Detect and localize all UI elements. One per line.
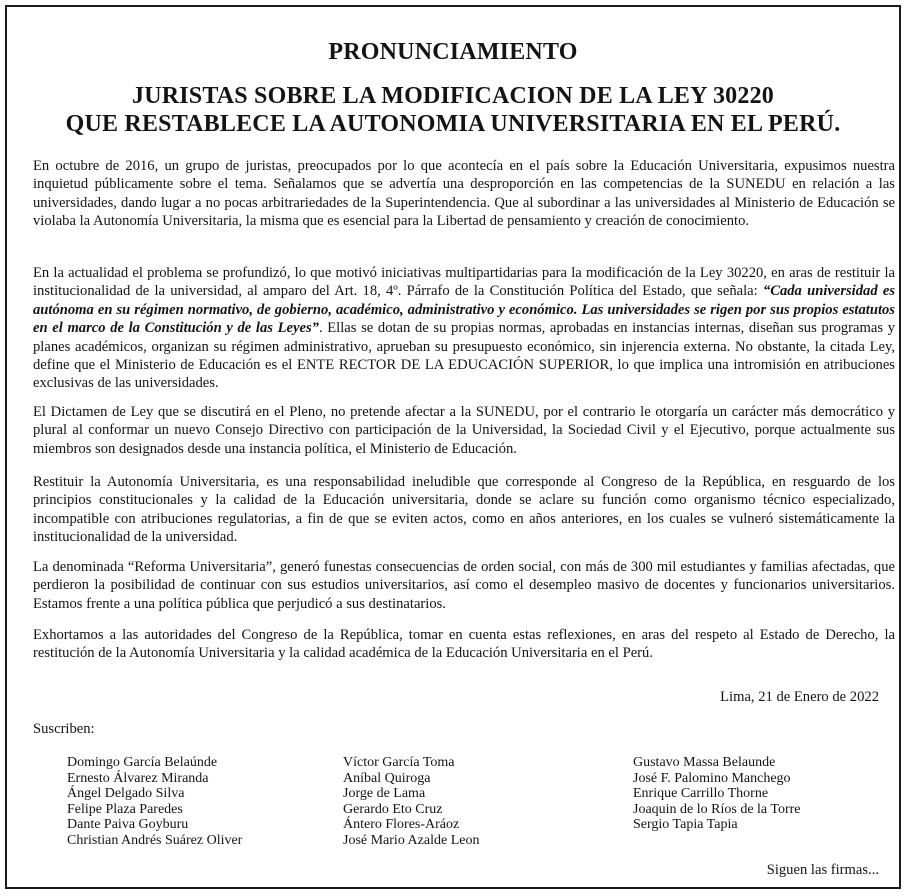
signatory-name: Ernesto Álvarez Miranda bbox=[67, 770, 209, 786]
signatory-name: José F. Palomino Manchego bbox=[633, 770, 791, 786]
signatory-name: Christian Andrés Suárez Oliver bbox=[67, 832, 243, 848]
paragraph-4: Restituir la Autonomía Universitaria, es una responsabilidad ineludible que corresponde al Congreso de la República, en resguardo de los principios constitucionales y la calidad de la Educación universitaria, donde se aclare su función como organismo técnico especializado, incompatible con atribuciones regulatorias, a fin de que se eviten actos, como en años anteriores, en los cuales se vulneró sistemáticamente la institucionalidad de la universidad. bbox=[33, 474, 895, 546]
signatories-column-1 bbox=[67, 755, 242, 849]
signatory-name: Aníbal Quiroga bbox=[343, 770, 431, 786]
signatory-name: Ángel Delgado Silva bbox=[67, 786, 185, 802]
paragraph-2-intro: En la actualidad el problema se profundizó, lo que motivó iniciativas multipartidarias para la modificación de la Ley 30220, en aras de restituir la institucionalidad de la universidad, al amparo del Art. 18, 4º. Párrafo de la Constitución Política del Estado, que señala: bbox=[33, 265, 895, 300]
constitution-quote: “Cada universidad es autónoma en su régimen normativo, de gobierno, académico, administrativo y económico. Las universidades se rigen por sus propios estatutos en el marco de la Constitución y de las Leyes” bbox=[33, 283, 896, 337]
signatories-label: Suscriben: bbox=[33, 721, 95, 737]
paragraph-6: Exhortamos a las autoridades del Congreso de la República, tomar en cuenta estas reflexiones, en aras del respeto al Estado de Derecho, la restitución de la Autonomía Universitaria y la calidad académica de la Educación Universitaria en el Perú. bbox=[33, 627, 895, 662]
signatories-column-2 bbox=[343, 755, 479, 849]
signatory-name: Dante Paiva Goyburu bbox=[67, 817, 189, 833]
paragraph-2-rest: . Ellas se dotan de su propias normas, aprobadas en instancias internas, diseñan sus programas y planes académicos, organizan su régimen administrativo, aprueban su presupuesto económico, sin injerencia externa. No obstante, la citada Ley, define que el Ministerio de Educación es el ENTE RECTOR DE LA EDUCACIÓN SUPERIOR, lo que implica una intromisión en atribuciones exclusivas de las universidades. bbox=[33, 320, 895, 392]
document-date: Lima, 21 de Enero de 2022 bbox=[720, 689, 879, 705]
signatory-name: Enrique Carrillo Thorne bbox=[633, 786, 769, 802]
signatory-name: José Mario Azalde Leon bbox=[343, 832, 480, 848]
document-frame bbox=[5, 5, 901, 889]
signatory-name: Jorge de Lama bbox=[343, 786, 426, 802]
document-title: PRONUNCIAMIENTO bbox=[328, 39, 578, 65]
signatory-name: Felipe Plaza Paredes bbox=[67, 801, 183, 817]
signatory-name: Sergio Tapia Tapia bbox=[633, 817, 738, 833]
signatory-name: Gustavo Massa Belaunde bbox=[633, 755, 776, 770]
signatory-name: Domingo García Belaúnde bbox=[67, 755, 218, 770]
paragraph-5: La denominada “Reforma Universitaria”, generó funestas consecuencias de orden social, con más de 300 mil estudiantes y familias afectadas, que perdieron la posibilidad de continuar con sus estudios universitarios, así como el desempleo masivo de docentes y funcionarios universitarios. Estamos frente a una política pública que perjudicó a sus destinatarios. bbox=[33, 559, 895, 612]
document-subtitle-line1: JURISTAS SOBRE LA MODIFICACION DE LA LEY 30220 bbox=[132, 83, 774, 109]
signatory-name: Gerardo Eto Cruz bbox=[343, 801, 443, 817]
paragraph-2 bbox=[33, 264, 895, 393]
signatory-name: Joaquin de lo Ríos de la Torre bbox=[633, 801, 801, 817]
signatory-name: Ántero Flores-Aráoz bbox=[343, 817, 460, 833]
paragraph-3: El Dictamen de Ley que se discutirá en el Pleno, no pretende afectar a la SUNEDU, por el contrario le otorgaría un carácter más democrático y plural al conformar un nuevo Consejo Directivo con participación de la Universidad, la Sociedad Civil y el Ejecutivo, porque actualmente sus miembros son designados desde una instancia política, el Ministerio de Educación. bbox=[33, 404, 895, 457]
more-signatures-note: Siguen las firmas... bbox=[766, 862, 879, 878]
signatory-name: Víctor García Toma bbox=[343, 755, 455, 770]
signatories-column-3 bbox=[633, 755, 801, 833]
paragraph-1: En octubre de 2016, un grupo de juristas, preocupados por lo que acontecía en el país sobre la Educación Universitaria, expusimos nuestra inquietud públicamente sobre el tema. Señalamos que se advertía una desproporción en las competencias de la SUNEDU en relación a las universidades, dando lugar a no pocas arbitrariedades de la Superintendencia. Que al subordinar a las universidades al Ministerio de Educación se violaba la Autonomía Universitaria, la misma que es esencial para la Libertad de pensamiento y creación de conocimiento. bbox=[33, 158, 895, 230]
document-subtitle-line2: QUE RESTABLECE LA AUTONOMIA UNIVERSITARIA EN EL PERÚ. bbox=[65, 111, 841, 137]
